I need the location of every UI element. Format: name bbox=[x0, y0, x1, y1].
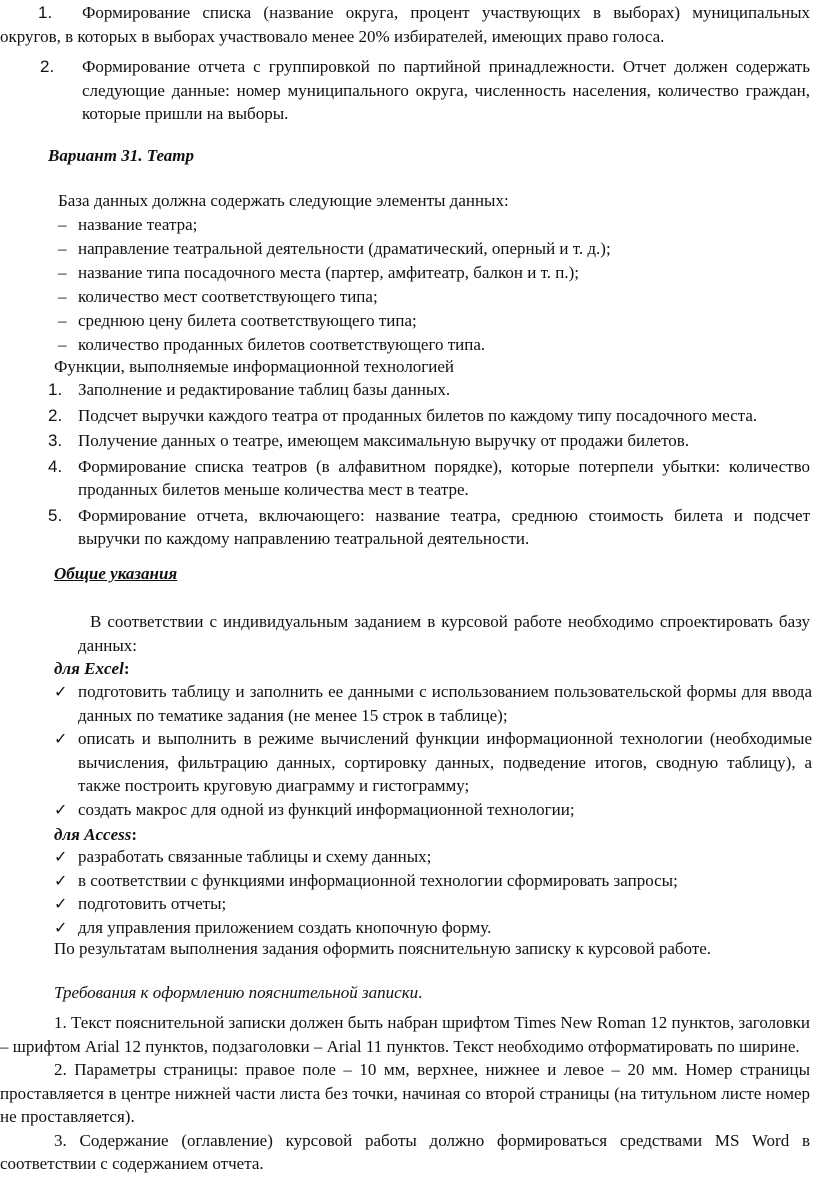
requirements-title: Требования к оформлению пояснительной записки. bbox=[54, 983, 423, 1002]
excel-checklist bbox=[0, 680, 816, 821]
list-item: – среднюю цену билета соответствующего типа; bbox=[58, 311, 417, 330]
requirement-paragraph: 2. Параметры страницы: правое поле – 10 мм, верхнее, нижнее и левое – 20 мм. Номер страницы проставляется в центре нижней части листа без точки, начиная со второй страницы (на титульном листе номер не проставляется). bbox=[0, 1060, 810, 1126]
checkmark-icon: ✓ bbox=[54, 729, 68, 748]
checkmark-icon: ✓ bbox=[54, 917, 68, 937]
list-item: ✓ для управления приложением создать кнопочную форму. bbox=[0, 916, 816, 940]
list-item: 3. Получение данных о театре, имеющем максимальную выручку от продажи билетов. bbox=[48, 431, 690, 450]
list-item: ✓ создать макрос для одной из функций информационной технологии; bbox=[0, 798, 816, 822]
list-item: – название типа посадочного места (партер, амфитеатр, балкон и т. п.); bbox=[58, 263, 579, 282]
list-item: ✓ описать и выполнить в режиме вычислений функции информационной технологии (необходимые вычисления, фильтрацию данных, сортировку данных, подведение итогов, сводную таблицу), а также построить круговую диаграмму и гистограмму; bbox=[54, 729, 812, 795]
requirement-paragraph: 1. Текст пояснительной записки должен быть набран шрифтом Times New Roman 12 пунктов, заголовки – шрифтом Arial 12 пунктов, подзаголовки – Arial 11 пунктов. Текст необходимо отформатировать по ширине. bbox=[0, 1013, 810, 1056]
list-item: – количество проданных билетов соответствующего типа. bbox=[58, 335, 486, 354]
list-item: 4. Формирование списка театров (в алфавитном порядке), которые потерпели убытки: количество проданных билетов меньше количества мест в театре. bbox=[48, 456, 810, 499]
checkmark-icon: ✓ bbox=[54, 870, 68, 890]
list-item: ✓ в соответствии с функциями информационной технологии сформировать запросы; bbox=[0, 869, 816, 893]
checkmark-icon: ✓ bbox=[54, 799, 68, 819]
list-item: 1. Заполнение и редактирование таблиц базы данных. bbox=[48, 380, 451, 399]
list-item: ✓ разработать связанные таблицы и схему данных; bbox=[0, 845, 816, 869]
item-text: Формирование отчета с группировкой по партийной принадлежности. Отчет должен содержать следующие данные: номер муниципального округа, численность населения, количество граждан, которые пришли на выборы. bbox=[82, 57, 810, 123]
checkmark-icon: ✓ bbox=[54, 894, 68, 913]
general-instructions-title: Общие указания bbox=[54, 564, 178, 583]
requirement-paragraph: 3. Содержание (оглавление) курсовой работы должно формироваться средствами MS Word в соответствии с содержанием отчета. bbox=[0, 1130, 810, 1173]
requirements-list bbox=[0, 1011, 810, 1176]
list-item: – направление театральной деятельности (драматический, оперный и т. д.); bbox=[58, 239, 611, 258]
list-item bbox=[0, 0, 816, 23]
list-item: ✓ подготовить отчеты; bbox=[0, 892, 816, 916]
list-item: 2. Подсчет выручки каждого театра от проданных билетов по каждому типу посадочного места. bbox=[48, 405, 758, 425]
functions-title: Функции, выполняемые информационной технологией bbox=[54, 357, 455, 376]
list-item bbox=[0, 55, 816, 126]
checkmark-icon: ✓ bbox=[54, 847, 68, 866]
excel-label: для Excel: bbox=[54, 659, 130, 678]
list-item: – название театра; bbox=[58, 215, 198, 234]
list-item: 5. Формирование отчета, включающего: название театра, среднюю стоимость билета и подсчет выручки по каждому направлению театральной деятельности. bbox=[48, 505, 810, 548]
list-item: – количество мест соответствующего типа; bbox=[58, 287, 378, 306]
item-text: Формирование списка (название округа, процент участвующих в выборах) муниципальных bbox=[82, 3, 810, 22]
db-intro: База данных должна содержать следующие элементы данных: bbox=[58, 191, 509, 210]
conclusion-text: По результатам выполнения задания оформить пояснительную записку к курсовой работе. bbox=[54, 939, 712, 958]
item-number: 1. bbox=[38, 3, 53, 22]
variant-title: Вариант 31. Театр bbox=[48, 146, 195, 165]
list-item: ✓ подготовить таблицу и заполнить ее данными с использованием пользовательской формы для ввода данных по тематике задания (не менее 15 строк в таблице); bbox=[54, 682, 812, 725]
access-label: для Access: bbox=[54, 825, 138, 844]
checkmark-icon: ✓ bbox=[54, 682, 68, 701]
data-elements-list bbox=[0, 213, 816, 357]
item-text-continued: округов, в которых в выборах участвовало менее 20% избирателей, имеющих право голоса. bbox=[0, 27, 665, 46]
functions-list bbox=[0, 378, 816, 551]
item-number: 2. bbox=[40, 57, 55, 76]
previous-task-list bbox=[0, 0, 816, 123]
general-intro: В соответствии с индивидуальным заданием в курсовой работе необходимо спроектировать базу данных: bbox=[78, 612, 810, 655]
access-checklist bbox=[0, 845, 816, 939]
